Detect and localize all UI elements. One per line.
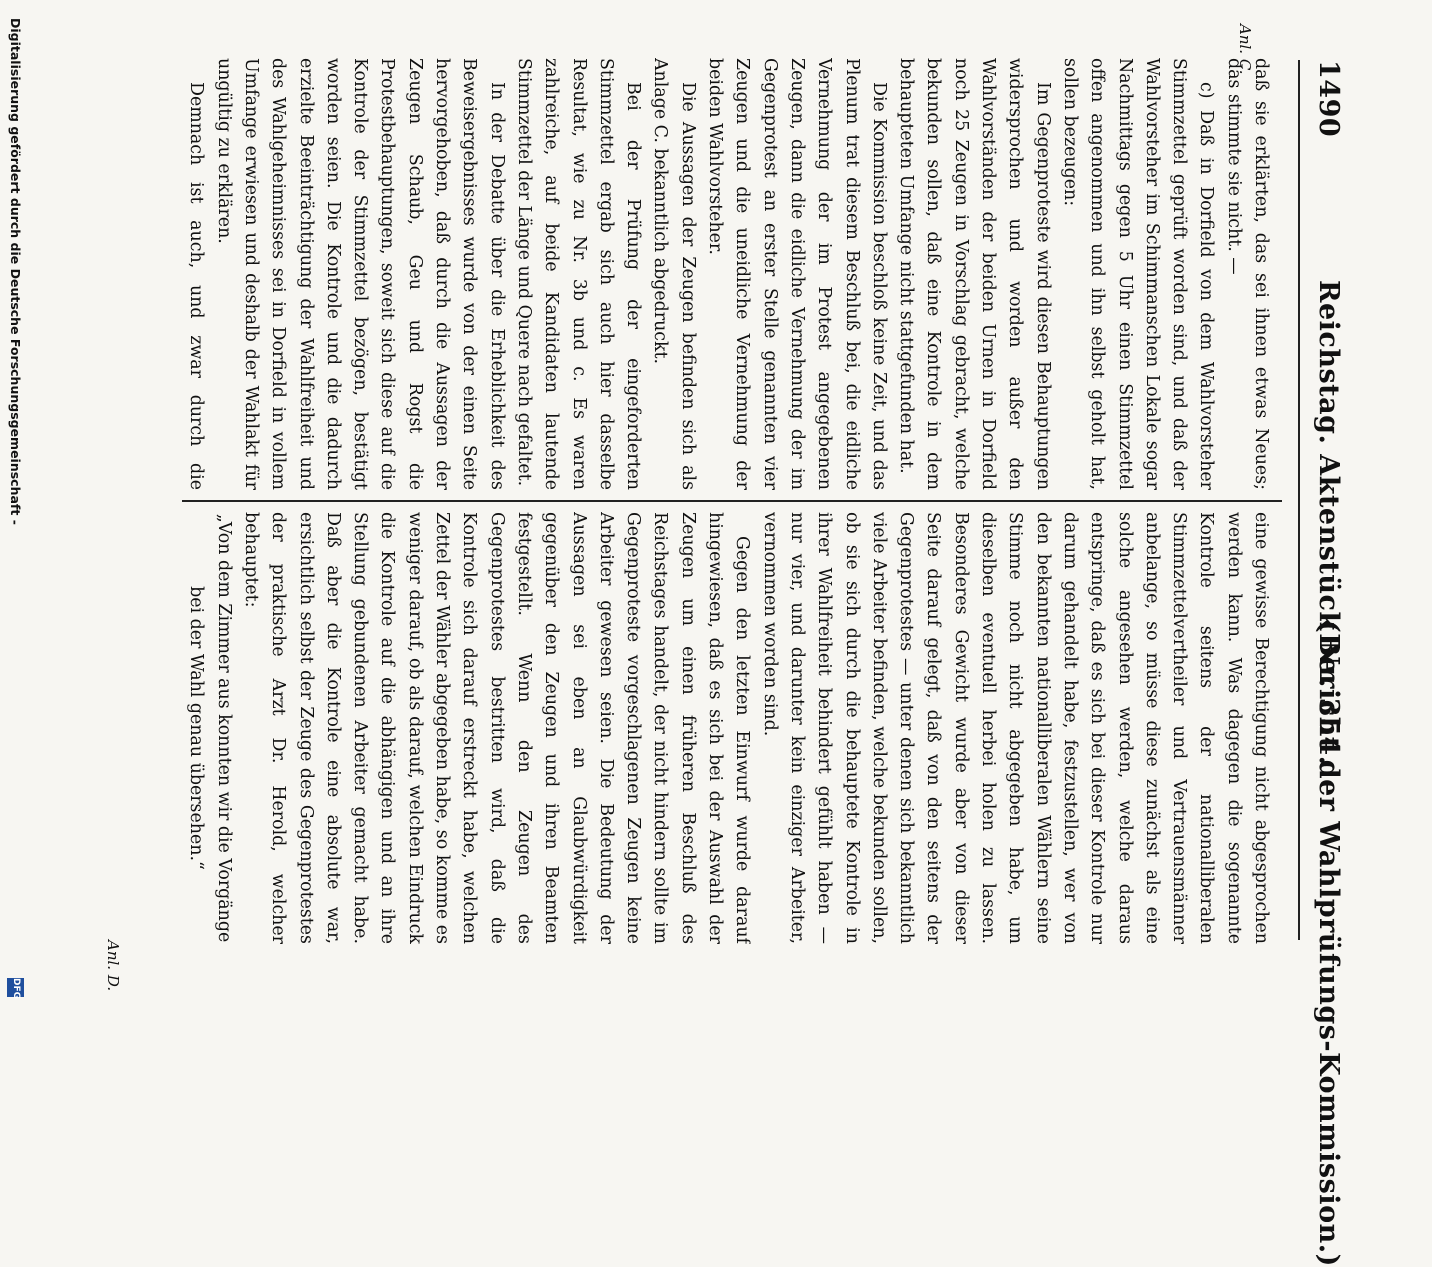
paragraph: eine gewisse Berechtigung nicht abgesprochen werden kann. Was dagegen die sogenannte Kontrole seitens der nationalliberalen Stimmzettelvertheiler und Vertrauensmänner anbelange, so müsse diese zunächst als eine solche angesehen werden, welche daraus entspringe, daß es sich bei dieser Kontrole nur darum gehandelt habe, festzustellen, wer von den bekannten nationalliberalen Wählern seine Stimme noch nicht abgegeben habe, um dieselben eventuell herbei holen zu lassen. Besonderes Gewicht wurde aber von dieser Seite darauf gelegt, daß von den seitens der Gegenprotestes — unter denen sich bekanntlich viele Arbeiter befinden, welche bekunden sollen, ob sie sich durch die behauptete Kontrole in ihrer Wahlfreiheit behindert gefühlt haben — nur vier, und darunter kein einziger Arbeiter, vernommen worden sind. bbox=[759, 512, 1271, 944]
paragraph: Gegen den letzten Einwurf wurde darauf hingewiesen, daß es sich bei der Auswahl der Zeugen um einen früheren Beschluß des Reichstages handelt, der nicht hindern sollte im Gegenproteste vorgeschlagenen Zeugen keine Arbeiter gewesen seien. Die Bedeutung der Aussagen sei eben an Glaubwürdigkeit gegenüber den Zeugen und ihren Beamten festgestellt. Wenn den Zeugen des Gegenprotestes bestritten wird, daß die Kontrole sich darauf erstreckt habe, welchen Zettel der Wähler abgegeben habe, so komme es weniger darauf, ob als darauf, welchen Eindruck die Kontrole auf die abhängigen und an ihre Stellung gebundenen Arbeiter gemacht habe. Daß aber die Kontrole eine absolute war, ersichtlich selbst der Zeuge des Gegenprotestes der praktische Arzt Dr. Herold, welcher behauptet: bbox=[241, 512, 753, 944]
column-divider bbox=[182, 500, 1282, 502]
page-subtitle: (Bericht der Wahlprüfungs-Kommission.) bbox=[1313, 620, 1344, 1267]
header-rule bbox=[1298, 60, 1300, 940]
quotation: „Von dem Zimmer aus konnten wir die Vorgänge bei der Wahl genau übersehen.“ bbox=[186, 513, 234, 943]
paragraph: Die Kommission beschloß keine Zeit, und das Plenum trat diesem Beschluß bei, die eidliche Vernehmung der im Protest angegebenen Zeugen, dann die eidliche Vernehmung der im Gegenprotest an erster Stelle genannten vier Zeugen und die uneidliche Vernehmung der beiden Wahlvorsteher. bbox=[705, 58, 889, 490]
paragraph: c) Daß in Dorfield von dem Wahlvorsteher Stimmzettel geprüft worden sind, und daß der Wahlvorsteher im Schimmanschen Lokale sogar Nachmittags gegen 5 Uhr einen Stimmzettel offen angenommen und ihn selbst geholt hat, sollen bezeugen: bbox=[1059, 58, 1217, 490]
margin-note-right: Anl. D. bbox=[104, 940, 122, 992]
paragraph: daß sie erklärten, das sei ihnen etwas Neues; das stimmte sie nicht. — bbox=[1223, 58, 1271, 490]
paragraph: Bei der Prüfung der eingeforderten Stimmzettel ergab sich auch hier dasselbe Resultat, wie zu Nr. 3b und c. Es waren zahlreiche, auf beide Kandidaten lautende Stimmzettel der Länge und Quere nach gefaltet. bbox=[513, 58, 644, 490]
page-title: Reichstag. Aktenstück Nr. 354. bbox=[1313, 280, 1344, 766]
page-header bbox=[1308, 60, 1348, 1267]
right-column bbox=[184, 512, 1274, 944]
paragraph: In der Debatte über die Erheblichkeit des Beweisergebnisses wurde von der einen Seite hervorgehoben, daß durch die Aussagen der Zeugen Schaub, Geu und Rogst die Protestbehauptungen, soweit sich diese auf die Kontrole der Stimmzettel bezögen, bestätigt worden seien. Die Kontrole und die dadurch erzielte Beeinträchtigung der Wahlfreiheit und des Wahlgeheimnisses sei in Dorfield in vollem Umfange erwiesen und deshalb der Wahlakt für ungültig zu erklären. bbox=[213, 58, 507, 490]
margin-note-left: Anl. C. bbox=[1236, 24, 1254, 75]
paragraph: Demnach ist auch, und zwar durch die bbox=[186, 82, 207, 490]
digitization-footer bbox=[2, 0, 26, 1000]
paragraph: Im Gegenproteste wird diesen Behauptungen widersprochen und worden außer den Wahlvorständen der beiden Urnen in Dorfield noch 25 Zeugen in Vorschlag gebracht, welche bekunden sollen, daß eine Kontrole in dem behaupteten Umfange nicht stattgefunden hat. bbox=[896, 58, 1053, 490]
paragraph: Die Aussagen der Zeugen befinden sich als Anlage C. bekanntlich abgedruckt. bbox=[650, 58, 698, 490]
page-number: 1490 bbox=[1313, 60, 1344, 138]
left-column bbox=[184, 58, 1274, 490]
dfg-logo: DFG bbox=[7, 978, 24, 997]
footer-credit: Digitalisierung gefördert durch die Deutsche Forschungsgemeinschaft - bbox=[8, 18, 23, 525]
